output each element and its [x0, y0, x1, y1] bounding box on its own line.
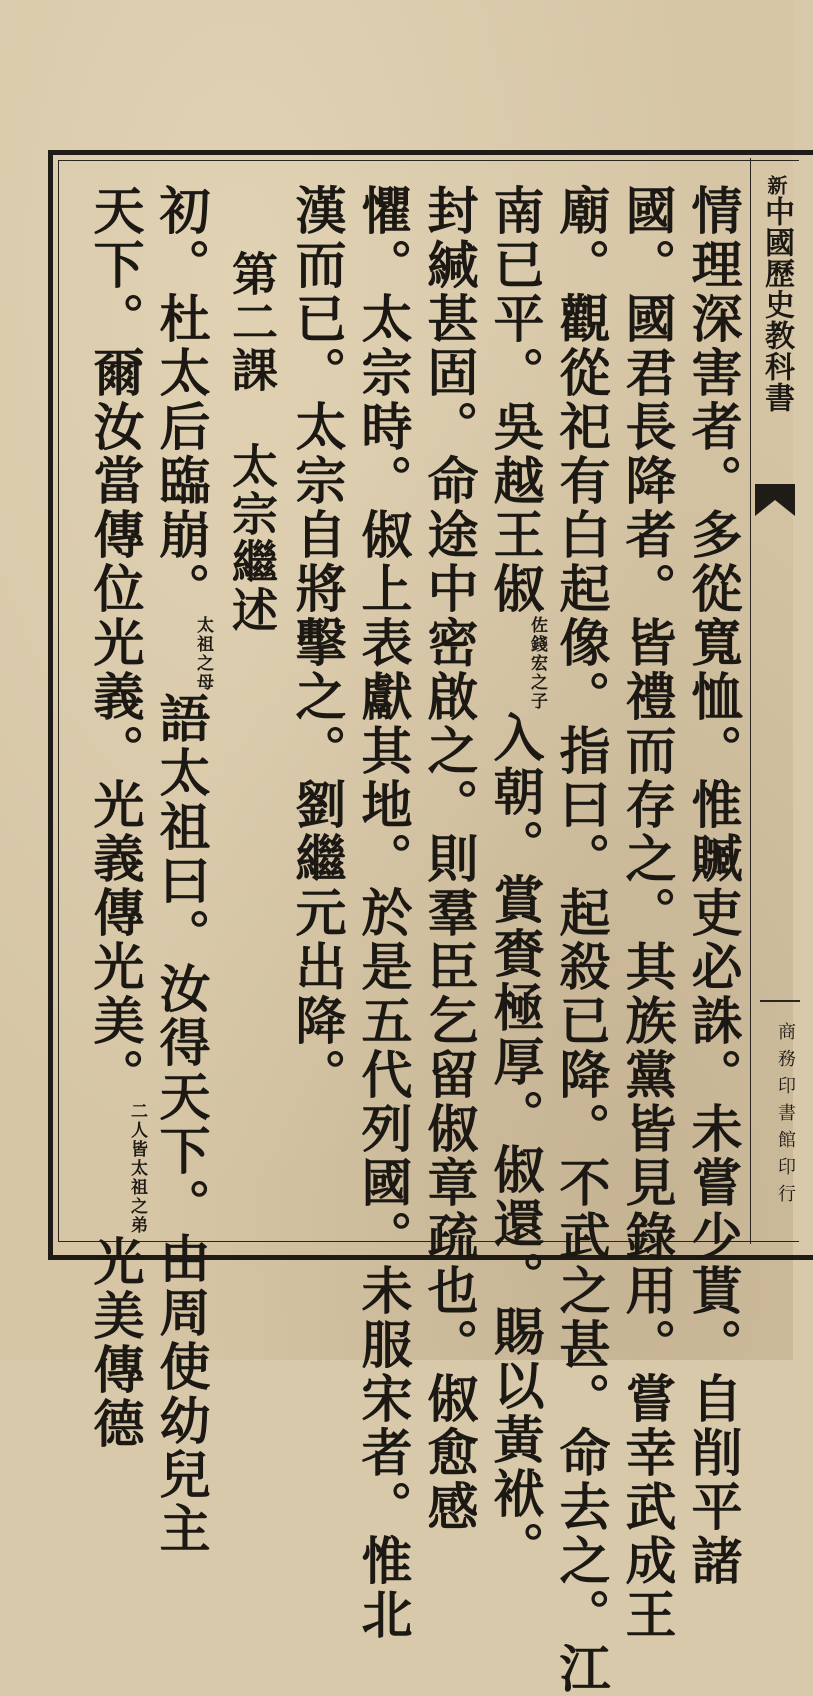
- text-column-3: [548, 184, 612, 1696]
- column-text: 懼。太宗時。俶上表獻其地。於是五代列國。未服宋者。惟北: [352, 184, 412, 1642]
- lesson-heading: 第二課 太宗繼述: [225, 250, 279, 634]
- text-column-6: [350, 184, 414, 1642]
- series-title-prefix: 新: [764, 175, 788, 196]
- text-column-7: [284, 184, 348, 1234]
- column-text: 天下。爾汝當傳位光義。光義傳光美。: [84, 184, 144, 1102]
- column-text: 入朝。賞賚極厚。俶還。賜以黃袱。: [484, 711, 544, 1575]
- column-text: 初。杜太后臨崩。: [150, 184, 210, 616]
- note-line: 祖之弟: [127, 1178, 147, 1235]
- column-text: 情理深害者。多從寬恤。惟贓吏必誅。未嘗少貰。自削平諸: [682, 184, 742, 1588]
- note-line: 佐錢: [527, 616, 547, 654]
- note-line: 之母: [193, 654, 213, 692]
- text-column-1: [680, 184, 744, 1588]
- publisher-imprint: 商務印書館印行: [775, 1022, 796, 1211]
- series-title: [756, 175, 796, 413]
- fish-tail-mark-icon: [753, 482, 797, 518]
- text-column-2: [614, 184, 678, 1642]
- column-text: 漢而已。太宗自將擊之。劉繼元出降。: [286, 184, 346, 1102]
- column-text: 語太祖曰。汝得天下。由周使幼兒主: [150, 692, 210, 1556]
- heart-divider: [760, 1000, 800, 1002]
- series-title-main: 中國歷史教科書: [759, 196, 794, 413]
- text-column-9: [82, 184, 147, 1451]
- interlinear-note: [127, 1102, 146, 1235]
- note-line: 太祖: [193, 616, 213, 654]
- interlinear-note: [527, 616, 546, 711]
- column-text: 國。國君長降者。皆禮而存之。其族黨皆見錄用。嘗幸武成王: [616, 184, 676, 1642]
- column-text: 封緘甚固。命途中密啟之。則羣臣乞留俶章疏也。俶愈感: [418, 184, 478, 1534]
- text-column-4: [482, 184, 547, 1575]
- text-column-8: [148, 184, 213, 1556]
- column-text: 南已平。吳越王俶: [484, 184, 544, 616]
- column-text: 廟。觀從祀有白起像。指曰。起殺已降。不武之甚。命去之。江: [550, 184, 610, 1696]
- interlinear-note: [193, 616, 212, 692]
- note-line: 宏之子: [527, 654, 547, 711]
- text-block: [68, 170, 748, 1696]
- text-column-5: [416, 184, 480, 1534]
- note-line: 二人皆太: [127, 1102, 147, 1178]
- column-text: 光美傳德: [84, 1235, 144, 1451]
